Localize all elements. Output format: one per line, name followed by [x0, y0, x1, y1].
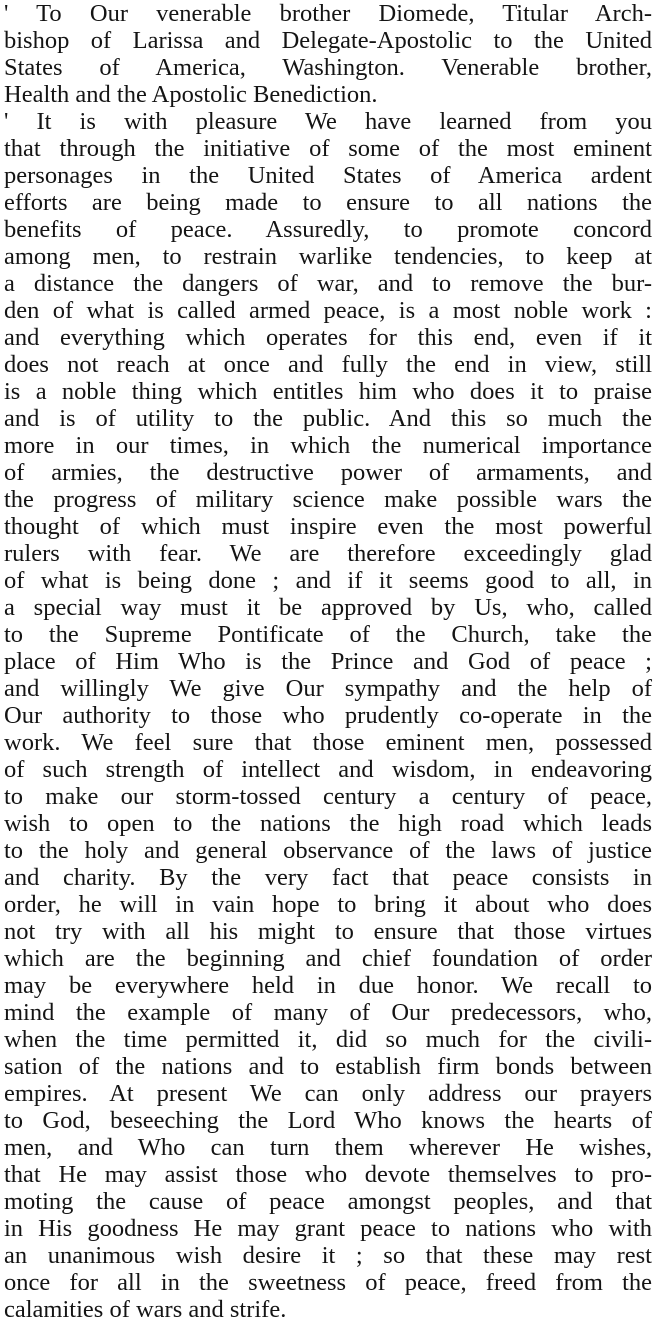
text-line: sation of the nations and to establish firm bonds between	[4, 1053, 652, 1080]
text-line: an unanimous wish desire it ; so that these may rest	[4, 1242, 652, 1269]
text-line: and everything which operates for this end, even if it	[4, 324, 652, 351]
text-line: thought of which must inspire even the most powerful	[4, 513, 652, 540]
text-line: that through the initiative of some of the most eminent	[4, 135, 652, 162]
text-line: once for all in the sweetness of peace, freed from the	[4, 1269, 652, 1296]
text-line: among men, to restrain warlike tendencies, to keep at	[4, 243, 652, 270]
text-line: may be everywhere held in due honor. We recall to	[4, 972, 652, 999]
text-line: ' To Our venerable brother Diomede, Titular Arch-	[4, 0, 652, 27]
text-line: States of America, Washington. Venerable brother,	[4, 54, 652, 81]
text-line: ' It is with pleasure We have learned from you	[4, 108, 652, 135]
text-line: mind the example of many of Our predecessors, who,	[4, 999, 652, 1026]
text-line: bishop of Larissa and Delegate-Apostolic to the United	[4, 27, 652, 54]
text-line: a distance the dangers of war, and to remove the bur-	[4, 270, 652, 297]
text-line: to the holy and general observance of the laws of justice	[4, 837, 652, 864]
text-line: when the time permitted it, did so much for the civili-	[4, 1026, 652, 1053]
text-line: in His goodness He may grant peace to nations who with	[4, 1215, 652, 1242]
text-line: calamities of wars and strife.	[4, 1296, 287, 1323]
text-line: empires. At present We can only address our prayers	[4, 1080, 652, 1107]
text-line: wish to open to the nations the high road which leads	[4, 810, 652, 837]
text-line: efforts are being made to ensure to all nations the	[4, 189, 652, 216]
text-line: not try with all his might to ensure that those virtues	[4, 918, 652, 945]
text-line: personages in the United States of America ardent	[4, 162, 652, 189]
text-line: to the Supreme Pontificate of the Church, take the	[4, 621, 652, 648]
text-line: of such strength of intellect and wisdom, in endeavoring	[4, 756, 652, 783]
text-line: den of what is called armed peace, is a most noble work :	[4, 297, 652, 324]
text-line: Our authority to those who prudently co-operate in the	[4, 702, 652, 729]
text-line: that He may assist those who devote themselves to pro-	[4, 1161, 652, 1188]
text-line: benefits of peace. Assuredly, to promote concord	[4, 216, 652, 243]
text-line: men, and Who can turn them wherever He wishes,	[4, 1134, 652, 1161]
text-line: of armies, the destructive power of armaments, and	[4, 459, 652, 486]
text-line: and charity. By the very fact that peace consists in	[4, 864, 652, 891]
text-line: to make our storm-tossed century a century of peace,	[4, 783, 652, 810]
text-line: place of Him Who is the Prince and God of peace ;	[4, 648, 652, 675]
text-line: more in our times, in which the numerical importance	[4, 432, 652, 459]
text-line: the progress of military science make possible wars the	[4, 486, 652, 513]
text-line: does not reach at once and fully the end in view, still	[4, 351, 652, 378]
text-line: a special way must it be approved by Us, who, called	[4, 594, 652, 621]
text-line: which are the beginning and chief foundation of order	[4, 945, 652, 972]
text-line: order, he will in vain hope to bring it about who does	[4, 891, 652, 918]
text-line: to God, beseeching the Lord Who knows the hearts of	[4, 1107, 652, 1134]
text-line: rulers with fear. We are therefore exceedingly glad	[4, 540, 652, 567]
text-line: and is of utility to the public. And this so much the	[4, 405, 652, 432]
text-line: and willingly We give Our sympathy and the help of	[4, 675, 652, 702]
text-line: work. We feel sure that those eminent men, possessed	[4, 729, 652, 756]
text-line: moting the cause of peace amongst peoples, and that	[4, 1188, 652, 1215]
text-line: is a noble thing which entitles him who does it to praise	[4, 378, 652, 405]
text-line: Health and the Apostolic Benediction.	[4, 81, 378, 108]
text-line: of what is being done ; and if it seems good to all, in	[4, 567, 652, 594]
